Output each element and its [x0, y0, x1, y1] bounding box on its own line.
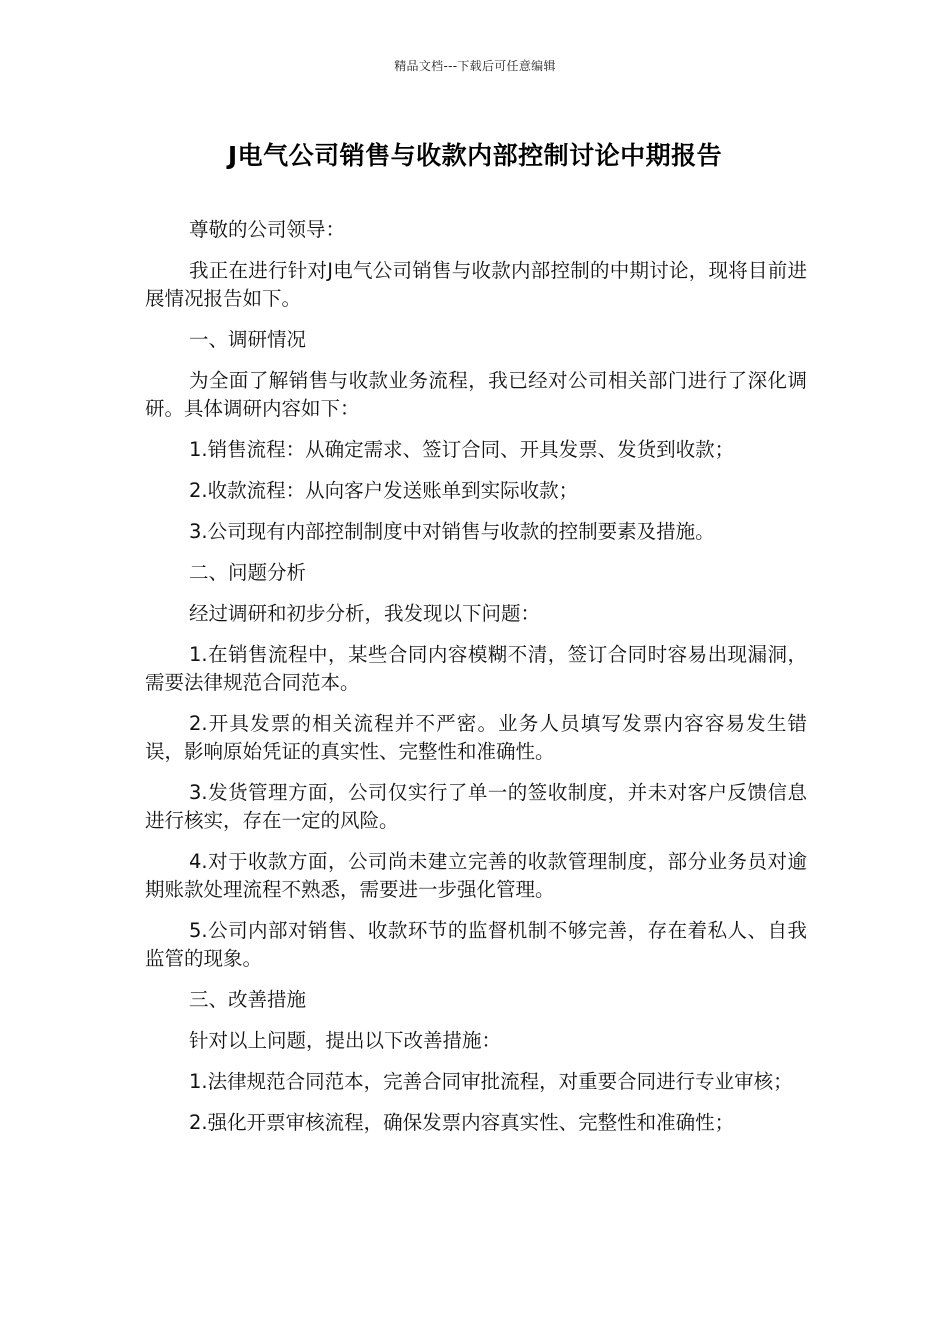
document-body: [145, 216, 807, 1150]
problem-item: 5.公司内部对销售、收款环节的监督机制不够完善，存在着私人、自我监管的现象。: [145, 919, 807, 970]
problem-item: 1.在销售流程中，某些合同内容模糊不清，签订合同时容易出现漏洞，需要法律规范合同范本。: [145, 643, 807, 694]
measure-item: 1.法律规范合同范本，完善合同审批流程，对重要合同进行专业审核；: [189, 1070, 793, 1093]
document-title: J电气公司销售与收款内部控制讨论中期报告: [227, 141, 723, 170]
section-heading-research: 一、调研情况: [189, 328, 307, 351]
problem-item: 2.开具发票的相关流程并不严密。业务人员填写发票内容容易发生错误，影响原始凭证的真实性、完整性和准确性。: [145, 712, 807, 763]
measures-intro: 针对以上问题，提出以下改善措施：: [189, 1029, 502, 1052]
problem-item: 3.发货管理方面，公司仅实行了单一的签收制度，并未对客户反馈信息进行核实，存在一定的风险。: [145, 781, 807, 832]
research-item: 3.公司现有内部控制制度中对销售与收款的控制要素及措施。: [189, 520, 715, 543]
intro-paragraph: 我正在进行针对J电气公司销售与收款内部控制的中期讨论，现将目前进展情况报告如下。: [145, 259, 807, 310]
measure-item: 2.强化开票审核流程，确保发票内容真实性、完整性和准确性；: [189, 1111, 735, 1134]
section-heading-measures: 三、改善措施: [189, 988, 307, 1011]
salutation: 尊敬的公司领导：: [189, 218, 346, 241]
research-item: 2.收款流程：从向客户发送账单到实际收款；: [189, 479, 579, 502]
problem-item: 4.对于收款方面，公司尚未建立完善的收款管理制度，部分业务员对逾期账款处理流程不熟悉，需要进一步强化管理。: [145, 850, 807, 901]
section-heading-problems: 二、问题分析: [189, 561, 307, 584]
research-item: 1.销售流程：从确定需求、签订合同、开具发票、发货到收款；: [189, 438, 735, 461]
research-paragraph: 为全面了解销售与收款业务流程，我已经对公司相关部门进行了深化调研。具体调研内容如下：: [145, 369, 807, 420]
header-note: 精品文档---下载后可任意编辑: [394, 59, 556, 73]
problems-intro: 经过调研和初步分析，我发现以下问题：: [189, 602, 541, 625]
